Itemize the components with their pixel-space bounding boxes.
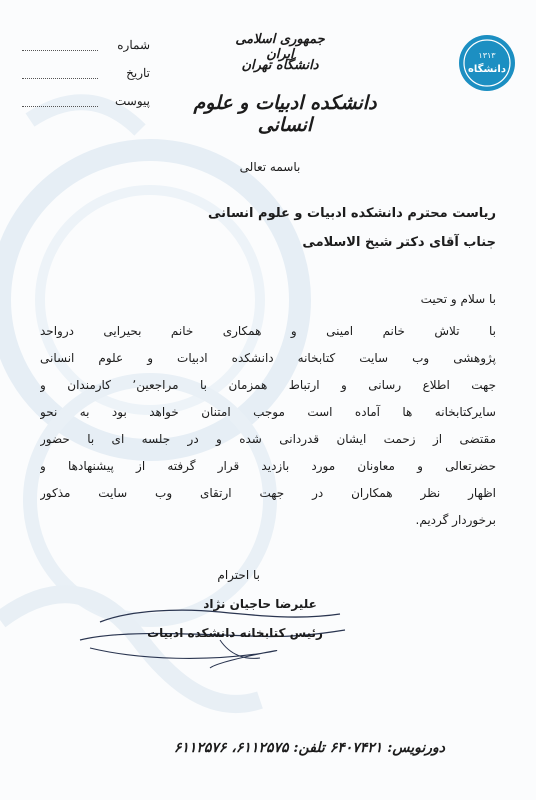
field-number-line: [22, 50, 98, 51]
body-line: جهت اطلاع رسانی و ارتباط همزمان با مراجعین٬ کارمندان و: [40, 378, 496, 392]
body-line: با تلاش خانم امینی و همکاری خانم بحیرایی درواحد: [40, 324, 496, 338]
recipient-line-2: جناب آقای دکتر شیخ الاسلامی: [302, 235, 496, 250]
body-line: سایرکتابخانه ها آماده است موجب امتنان خواهد بود به نحو: [40, 405, 496, 419]
footer-contact: دورنویس: ۶۴۰۷۴۲۱ تلفن: ۶۱۱۲۵۷۵، ۶۱۱۲۵۷۶: [173, 740, 445, 756]
logo-year: ۱۳۱۳: [478, 51, 496, 60]
field-date: [22, 66, 150, 82]
signatory-name: علیرضا حاجیان نژاد: [203, 597, 317, 611]
logo-text: دانشگاه: [468, 64, 506, 75]
body-line: برخوردار گردیم.: [415, 513, 496, 527]
letter-body: [40, 318, 496, 534]
field-date-line: [22, 78, 98, 79]
letterhead-university: دانشگاه تهران: [241, 58, 319, 73]
field-attachment: [22, 94, 150, 110]
salutation: با سلام و تحیت: [420, 292, 496, 306]
field-attachment-label: پیوست: [115, 94, 150, 108]
signatory-title: رئیس کتابخانه دانشکده ادبیات: [147, 626, 323, 640]
field-date-label: تاریخ: [126, 66, 150, 80]
field-number: [22, 38, 150, 54]
recipient-line-1: ریاست محترم دانشکده ادبیات و علوم انسانی: [208, 206, 496, 221]
closing: با احترام: [217, 568, 260, 582]
letterhead-country: جمهوری اسلامی ایران: [235, 32, 325, 62]
invocation: باسمه تعالی: [239, 160, 301, 174]
letterhead-faculty: دانشکده ادبیات و علوم انسانی: [193, 92, 377, 136]
university-logo: [458, 34, 516, 92]
body-line: مقتضی از زحمت ایشان قدردانی شده و در جلسه ای با حضور: [40, 432, 496, 446]
body-line: پژوهشی وب سایت کتابخانه دانشکده ادبیات و علوم انسانی: [40, 351, 496, 365]
logo-circle: [459, 35, 515, 91]
body-line: حضرتعالی و معاونان مورد بازدید قرار گرفته از پیشنهادها و: [40, 459, 496, 473]
body-line: اظهار نظر همکاران در جهت ارتقای وب سایت مذکور: [40, 486, 496, 500]
field-attachment-line: [22, 106, 98, 107]
field-number-label: شماره: [117, 38, 150, 52]
